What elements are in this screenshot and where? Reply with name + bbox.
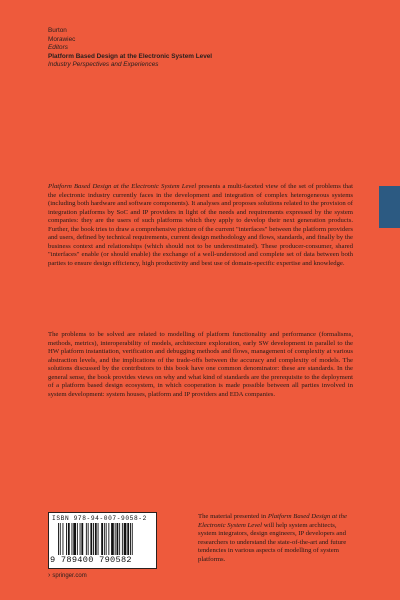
barcode-stripe — [130, 523, 131, 555]
barcode-stripe — [132, 523, 133, 555]
book-subtitle: Industry Perspectives and Experiences — [48, 61, 159, 69]
audience-paragraph — [198, 513, 356, 564]
author-burton: Burton — [48, 27, 67, 34]
audience-text-after: will help system architects, system integrators, design engineers, IP developers and researchers to understand the state-of-the-art and future tendencies in various aspects of modelling of system platforms. — [198, 521, 347, 563]
barcode-stripe — [80, 523, 81, 555]
isbn-label: ISBN 978-94-007-9058-2 — [52, 515, 147, 522]
barcode-stripe — [104, 523, 105, 555]
isbn-barcode — [48, 512, 157, 569]
barcode-stripe — [66, 523, 67, 555]
description-paragraph-2: The problems to be solved are related to modelling of platform functionality and performance (formalisms, methods, metrics), interoperability of models, architecture exploration, early SW development in parallel to the HW platform instantiation, verification and debugging methods and flows, management of complexity at various abstraction levels, and the implications of the trade-offs between the accuracy and complexity of models. The solutions discussed by the contributors to this book have one common denominator: these are standards. In the general sense, the book provides views on why and what kind of standards are the prerequisite to the deployment of a platform based design ecosystem, in which cooperation is made possible between all parties involved in system development: system houses, platform and IP providers and EDA companies. — [48, 331, 353, 398]
barcode-stripe — [73, 523, 76, 555]
barcode-stripe — [68, 523, 70, 555]
spine-color-tab — [379, 186, 400, 228]
chevron-right-icon: › — [48, 572, 51, 579]
barcode-stripe — [115, 523, 116, 555]
barcode-stripe — [108, 523, 109, 555]
description-paragraph-1 — [48, 183, 353, 268]
book-title: Platform Based Design at the Electronic System Level — [48, 52, 213, 60]
barcode-stripe — [95, 523, 97, 555]
barcode-stripe — [101, 523, 103, 555]
barcode-stripe — [81, 523, 83, 555]
author-morawiec: Morawiec — [48, 35, 76, 43]
barcode-digits: 9 789400 790582 — [50, 555, 132, 565]
barcode-stripe — [127, 523, 129, 555]
barcode-stripe — [124, 523, 127, 555]
barcode-stripe — [117, 523, 119, 555]
barcode-stripe — [60, 523, 61, 555]
barcode-stripe — [111, 523, 114, 555]
book-title-inline: Platform Based Design at the Electronic System Level — [48, 183, 197, 190]
barcode-stripe — [90, 523, 92, 555]
audience-book-title: Platform Based Design at the Electronic System Level — [198, 513, 347, 529]
publisher-url: springer.com — [52, 573, 87, 579]
audience-text-before: The material presented in — [198, 513, 268, 520]
barcode-stripe — [72, 523, 73, 555]
barcode-stripe — [93, 523, 94, 555]
barcode-stripe — [98, 523, 99, 555]
barcode-stripe — [58, 523, 59, 555]
barcode-bars — [58, 523, 150, 555]
barcode-stripe — [63, 523, 64, 555]
barcode-stripe — [106, 523, 107, 555]
barcode-stripe — [88, 523, 89, 555]
publisher-link[interactable] — [48, 572, 87, 579]
editors-label: Editors — [48, 44, 68, 52]
barcode-stripe — [119, 523, 120, 555]
barcode-stripe — [86, 523, 87, 555]
cover-header — [48, 27, 212, 70]
description-paragraph-1-text: presents a multi-faceted view of the set of problems that the electronic industry currently faces in the development and integration of complex heterogeneous systems (including both hardware and software components). It analyses and proposes solutions related to the provision of integration platforms by SoC and IP providers in light of the needs and requirements expressed by the system companies: they are the users of such platforms which they apply to develop their next generation products. Further, the book tries to draw a comprehensive picture of the current "interfaces" between the platform providers and users, defined by technical requirements, current design methodology and flows, standards, and finally by the business context and relationships (which should not to be underestimated). These producer-consumer, shared "interfaces" enable (or should enable) the exchange of a well-understood and complete set of data between both parties to ensure design efficiency, high productivity and best use of domain-specific expertise and knowledge. — [48, 183, 353, 267]
barcode-stripe — [77, 523, 78, 555]
barcode-stripe — [122, 523, 123, 555]
